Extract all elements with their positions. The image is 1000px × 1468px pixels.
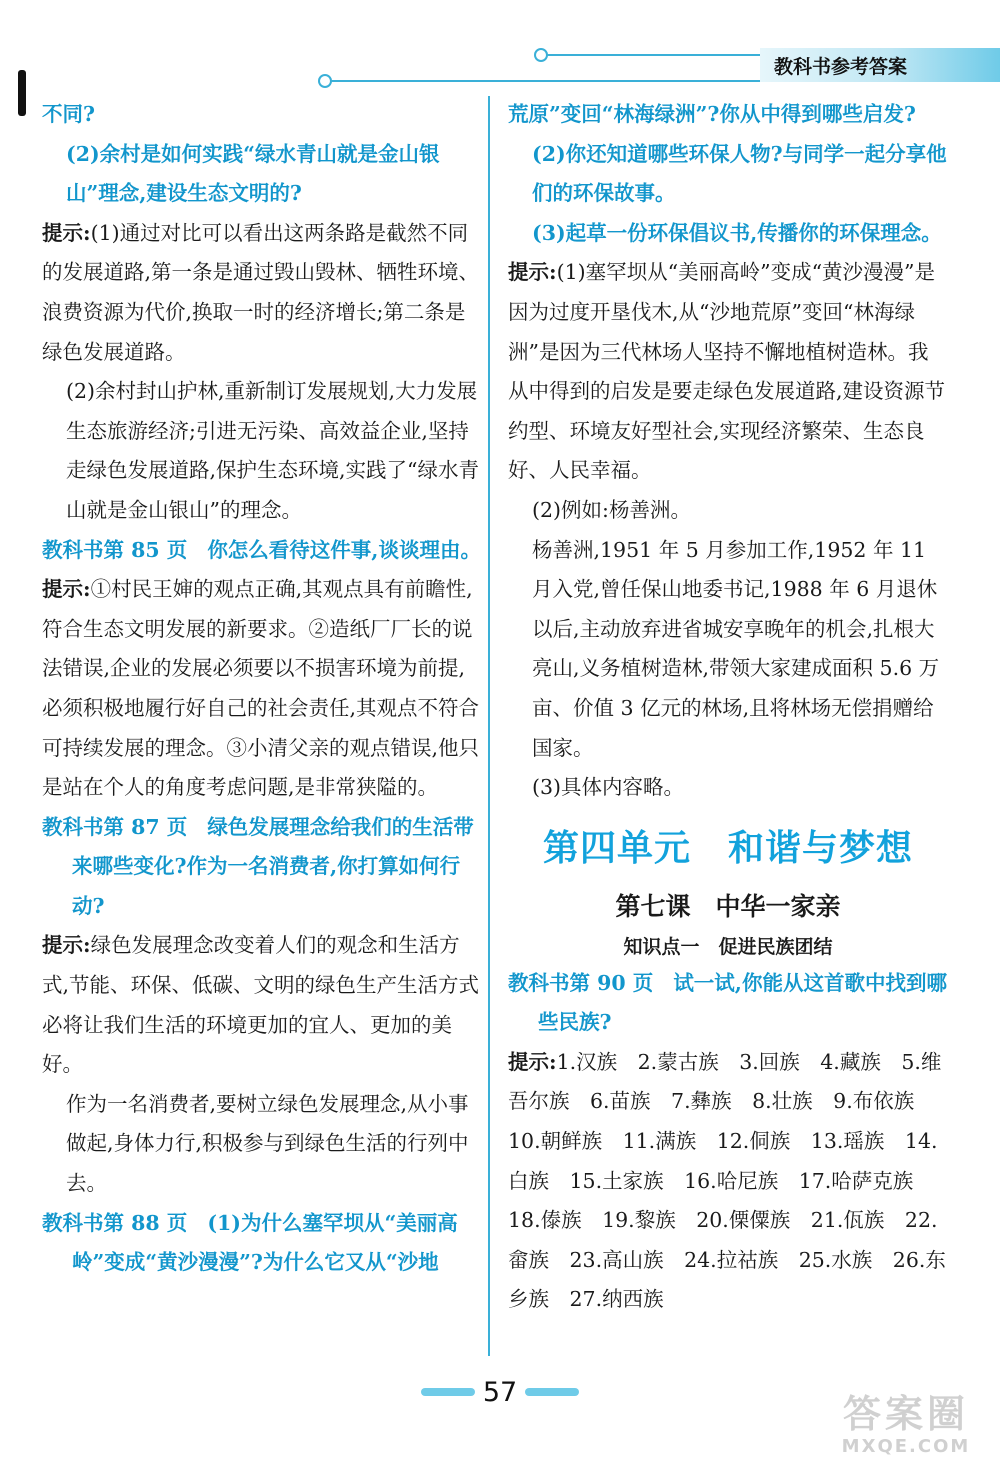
unit-title: 第四单元 和谐与梦想: [542, 827, 913, 869]
answer-text: (1)塞罕坝从“美丽高岭”变成“黄沙漫漫”是因为过度开垦伐木,从“沙地荒原”变回“林海绿洲”是因为三代林场人坚持不懈地植树造林。我从中得到的启发是要走绿色发展道路,建设资源节约型、环境友好型社会,实现经济繁荣、生态良好、人民幸福。: [508, 260, 946, 483]
answer-text: (1)通过对比可以看出这两条路是截然不同的发展道路,第一条是通过毁山毁林、牺牲环境、浪费资源为代价,换取一时的经济增长;第二条是绿色发展道路。: [42, 220, 480, 364]
answer-text: 1.汉族 2.蒙古族 3.回族 4.藏族 5.维吾尔族 6.苗族 7.彝族 8.壮族 9.布依族 10.朝鲜族 11.满族 12.侗族 13.瑶族 14.白族 15.土家族 16.哈尼族 17.哈萨克族 18.傣族 19.黎族 20.傈僳族 21.佤族 22.畲族 23.高山族 24.拉祜族 25.水族 26.东乡族 27.纳西族: [508, 1049, 946, 1312]
answer-text: ①村民王婶的观点正确,其观点具有前瞻性,符合生态文明发展的新要求。②造纸厂厂长的说法错误,企业的发展必须要以不损害环境为前提,必须积极地履行好自己的社会责任,其观点不符合可持续发展的理念。③小清父亲的观点错误,他只是站在个人的角度考虑问题,是非常狭隘的。: [42, 577, 480, 800]
answer-text: 作为一名消费者,要树立绿色发展理念,从小事做起,身体力行,积极参与到绿色生活的行列中去。: [66, 1091, 469, 1196]
corner-mark: [18, 70, 26, 116]
question-text: 试一试,你能从这首歌中找到哪些民族?: [538, 970, 947, 1035]
question-text: (2)余村是如何实践“绿水青山就是金山银山”理念,建设生态文明的?: [66, 141, 440, 206]
watermark-logo: [818, 1392, 994, 1462]
watermark-line1: 答案圈: [842, 1392, 969, 1436]
header-dot: [534, 48, 548, 62]
answer-text: 杨善洲,1951 年 5 月参加工作,1952 年 11 月入党,曾任保山地委书记,1988 年 6 月退休以后,主动放弃进省城安享晚年的机会,扎根大亮山,义务植树造林,带领大家建成面积 5.6 万亩、价值 3 亿元的林场,且将林场无偿捐赠给国家。: [532, 537, 940, 760]
footer-decoration-right: [525, 1388, 579, 1396]
hint-label: 提示:: [508, 1049, 557, 1074]
hint-label: 提示:: [42, 933, 91, 958]
answer-text: (2)例如:杨善洲。: [532, 497, 691, 522]
question-text: 绿色发展理念给我们的生活带来哪些变化?作为一名消费者,你打算如何行动?: [72, 814, 474, 918]
footer-decoration-left: [421, 1388, 475, 1396]
question-text: 荒原”变回“林海绿洲”?你从中得到哪些启发?: [508, 102, 916, 126]
right-column: [508, 95, 948, 1320]
question-text: (1)为什么塞罕坝从“美丽高岭”变成“黄沙漫漫”?为什么它又从“沙地: [72, 1210, 458, 1275]
textbook-page-ref: 教科书第 88 页: [42, 1210, 188, 1235]
textbook-question: [508, 964, 948, 1043]
watermark-line2: MXQE.COM: [841, 1436, 971, 1457]
question-text: 你怎么看待这件事,谈谈理由。: [207, 537, 481, 562]
answer-paragraph: [42, 372, 482, 530]
textbook-question: [42, 1204, 482, 1283]
answer-paragraph: [42, 214, 482, 372]
left-column: [42, 95, 482, 1283]
answer-paragraph: [508, 768, 948, 808]
header-title: 教科书参考答案: [774, 55, 908, 78]
hint-label: 提示:: [508, 260, 557, 285]
answer-paragraph: [42, 570, 482, 808]
answer-paragraph: [508, 253, 948, 491]
answer-paragraph: [508, 491, 948, 531]
hint-label: 提示:: [42, 220, 91, 245]
answer-text: (2)余村封山护林,重新制订发展规划,大力发展生态旅游经济;引进无污染、高效益企业,坚持走绿色发展道路,保护生态环境,实践了“绿水青山就是金山银山”的理念。: [66, 379, 480, 522]
answer-text: 绿色发展理念改变着人们的观念和生活方式,节能、环保、低碳、文明的绿色生产生活方式必将让我们生活的环境更加的宜人、更加的美好。: [42, 933, 480, 1077]
textbook-question: [42, 808, 482, 927]
header-rule-upper: [540, 54, 760, 56]
answer-paragraph: [508, 1043, 948, 1320]
header-tab: [760, 48, 1000, 82]
question-text: 不同?: [42, 102, 96, 126]
lesson-title: 第七课 中华一家亲: [615, 891, 841, 921]
answer-text: (3)具体内容略。: [532, 775, 685, 800]
page-number: 57: [482, 1376, 518, 1408]
question-text: (3)起草一份环保倡议书,传播你的环保理念。: [532, 220, 942, 245]
answer-paragraph: [42, 926, 482, 1084]
column-divider: [488, 96, 490, 1356]
textbook-page-ref: 教科书第 85 页: [42, 537, 188, 562]
question-text: (2)你还知道哪些环保人物?与同学一起分享他们的环保故事。: [532, 141, 947, 206]
knowledge-point-title: 知识点一 促进民族团结: [623, 935, 833, 958]
textbook-page-ref: 教科书第 90 页: [508, 970, 654, 995]
header-dot-lower: [318, 74, 332, 88]
textbook-question: [42, 531, 482, 571]
hint-label: 提示:: [42, 577, 91, 602]
answer-paragraph: [508, 531, 948, 769]
answer-paragraph: [42, 1085, 482, 1204]
textbook-page-ref: 教科书第 87 页: [42, 814, 188, 839]
